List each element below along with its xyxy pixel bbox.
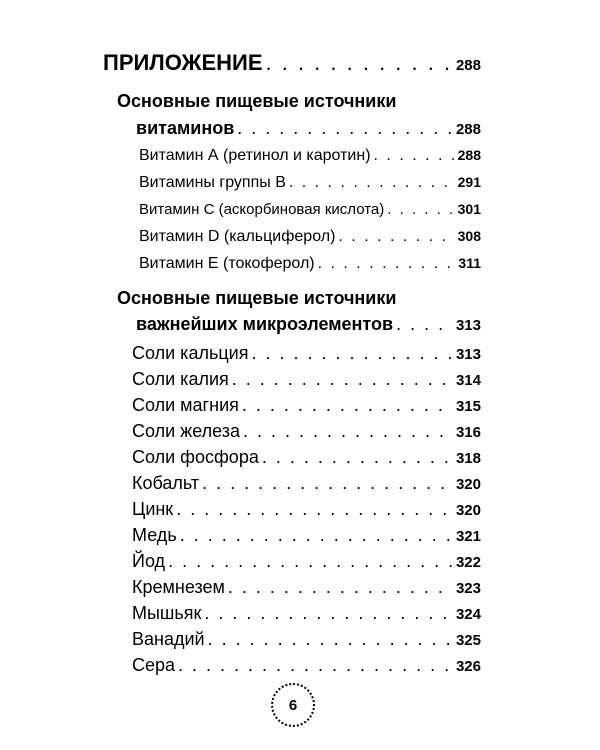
toc-entry-page: 326: [455, 658, 481, 675]
dot-leader: [180, 525, 453, 546]
toc-entry-label: Йод: [132, 551, 166, 571]
toc-entry-label: Соли фосфора: [132, 447, 259, 467]
toc-entry-label: Витамин С (аскорбиновая кислота): [139, 201, 385, 218]
dot-leader: [374, 147, 455, 165]
toc-entry[interactable]: [139, 228, 481, 246]
dot-leader: [232, 369, 453, 390]
toc-entry[interactable]: [132, 551, 481, 572]
toc-entry-label: витаминов: [136, 118, 235, 138]
dot-leader: [228, 577, 453, 598]
toc-entry[interactable]: [132, 395, 481, 416]
dot-leader: [237, 118, 453, 139]
dot-leader: [262, 447, 453, 468]
toc-entry-label: важнейших микроэлементов: [136, 314, 394, 334]
toc-entry-label: Соли железа: [132, 421, 241, 441]
toc-entry-label: Витамин А (ретинол и каротин): [139, 147, 371, 164]
toc-entry-page: 323: [455, 580, 481, 597]
toc-entry-label: Кобальт: [132, 473, 200, 493]
toc-entry-label: Кремнезем: [132, 577, 225, 597]
toc-entry[interactable]: [132, 421, 481, 442]
toc-entry-page: 308: [457, 228, 481, 244]
toc-entry-label: Витамин D (кальциферол): [139, 228, 336, 245]
toc-entry-page: 318: [455, 450, 481, 467]
toc-entry[interactable]: [132, 369, 481, 390]
dot-leader: [202, 473, 453, 494]
toc-entry[interactable]: [132, 499, 481, 520]
toc-entry[interactable]: [132, 343, 481, 364]
toc-entry-page: 288: [455, 57, 481, 74]
toc-entry-label: Мышьяк: [132, 603, 202, 623]
toc-entry-page: 313: [455, 317, 481, 334]
toc-entry[interactable]: [132, 603, 481, 624]
toc-entry[interactable]: [132, 629, 481, 650]
dot-leader: [168, 551, 453, 572]
toc-entry-microelements[interactable]: [136, 314, 481, 335]
toc-entry[interactable]: [139, 255, 481, 273]
dot-leader: [176, 499, 453, 520]
dot-leader: [204, 603, 453, 624]
toc-entry-label: Сера: [132, 655, 176, 675]
dot-leader: [338, 228, 454, 246]
dot-leader: [266, 50, 453, 76]
page-number: 6: [271, 683, 315, 727]
toc-entry-page: 288: [457, 147, 481, 163]
toc-entry-page: 322: [455, 554, 481, 571]
toc-entry-label: Соли кальция: [132, 343, 249, 363]
dot-leader: [387, 201, 454, 218]
dot-leader: [251, 343, 453, 364]
dot-leader: [208, 629, 453, 650]
toc-entry-vitamins[interactable]: [136, 118, 481, 139]
toc-entry[interactable]: [132, 577, 481, 598]
toc-entry[interactable]: [139, 147, 481, 165]
toc-entry-page: 325: [455, 632, 481, 649]
toc-entry-page: 321: [455, 528, 481, 545]
toc-entry-label: Витамин Е (токоферол): [139, 255, 315, 272]
toc-entry[interactable]: [139, 201, 481, 218]
toc-entry[interactable]: [132, 655, 481, 676]
section-heading-microelements: Основные пищевые источники: [117, 288, 397, 308]
toc-entry-label: Соли калия: [132, 369, 229, 389]
toc-entry[interactable]: [132, 473, 481, 494]
toc-entry-page: 288: [455, 121, 481, 138]
toc-entry[interactable]: [132, 525, 481, 546]
dot-leader: [242, 395, 453, 416]
toc-entry[interactable]: [132, 447, 481, 468]
dot-leader: [243, 421, 453, 442]
dot-leader: [289, 174, 455, 192]
toc-entry-label: Ванадий: [132, 629, 205, 649]
toc-entry-label: ПРИЛОЖЕНИЕ: [103, 50, 263, 75]
toc-entry-page: 301: [457, 201, 481, 217]
toc-entry-label: Витамины группы В: [139, 174, 286, 191]
dot-leader: [178, 655, 453, 676]
toc-entry-page: 313: [455, 346, 481, 363]
toc-entry-label: Медь: [132, 525, 177, 545]
toc-entry-label: Цинк: [132, 499, 174, 519]
toc-entry-appendix[interactable]: [103, 50, 481, 76]
toc-entry-label: Соли магния: [132, 395, 239, 415]
toc-entry-page: 320: [455, 502, 481, 519]
toc-entry-page: 316: [455, 424, 481, 441]
section-heading-vitamins: Основные пищевые источники: [117, 91, 397, 111]
toc-entry-page: 315: [455, 398, 481, 415]
toc-entry[interactable]: [139, 174, 481, 192]
dot-leader: [396, 314, 453, 335]
toc-entry-page: 314: [455, 372, 481, 389]
toc-entry-page: 324: [455, 606, 481, 623]
dot-leader: [318, 255, 456, 273]
toc-entry-page: 291: [457, 174, 481, 190]
toc-entry-page: 320: [455, 476, 481, 493]
toc-entry-page: 311: [458, 255, 481, 271]
